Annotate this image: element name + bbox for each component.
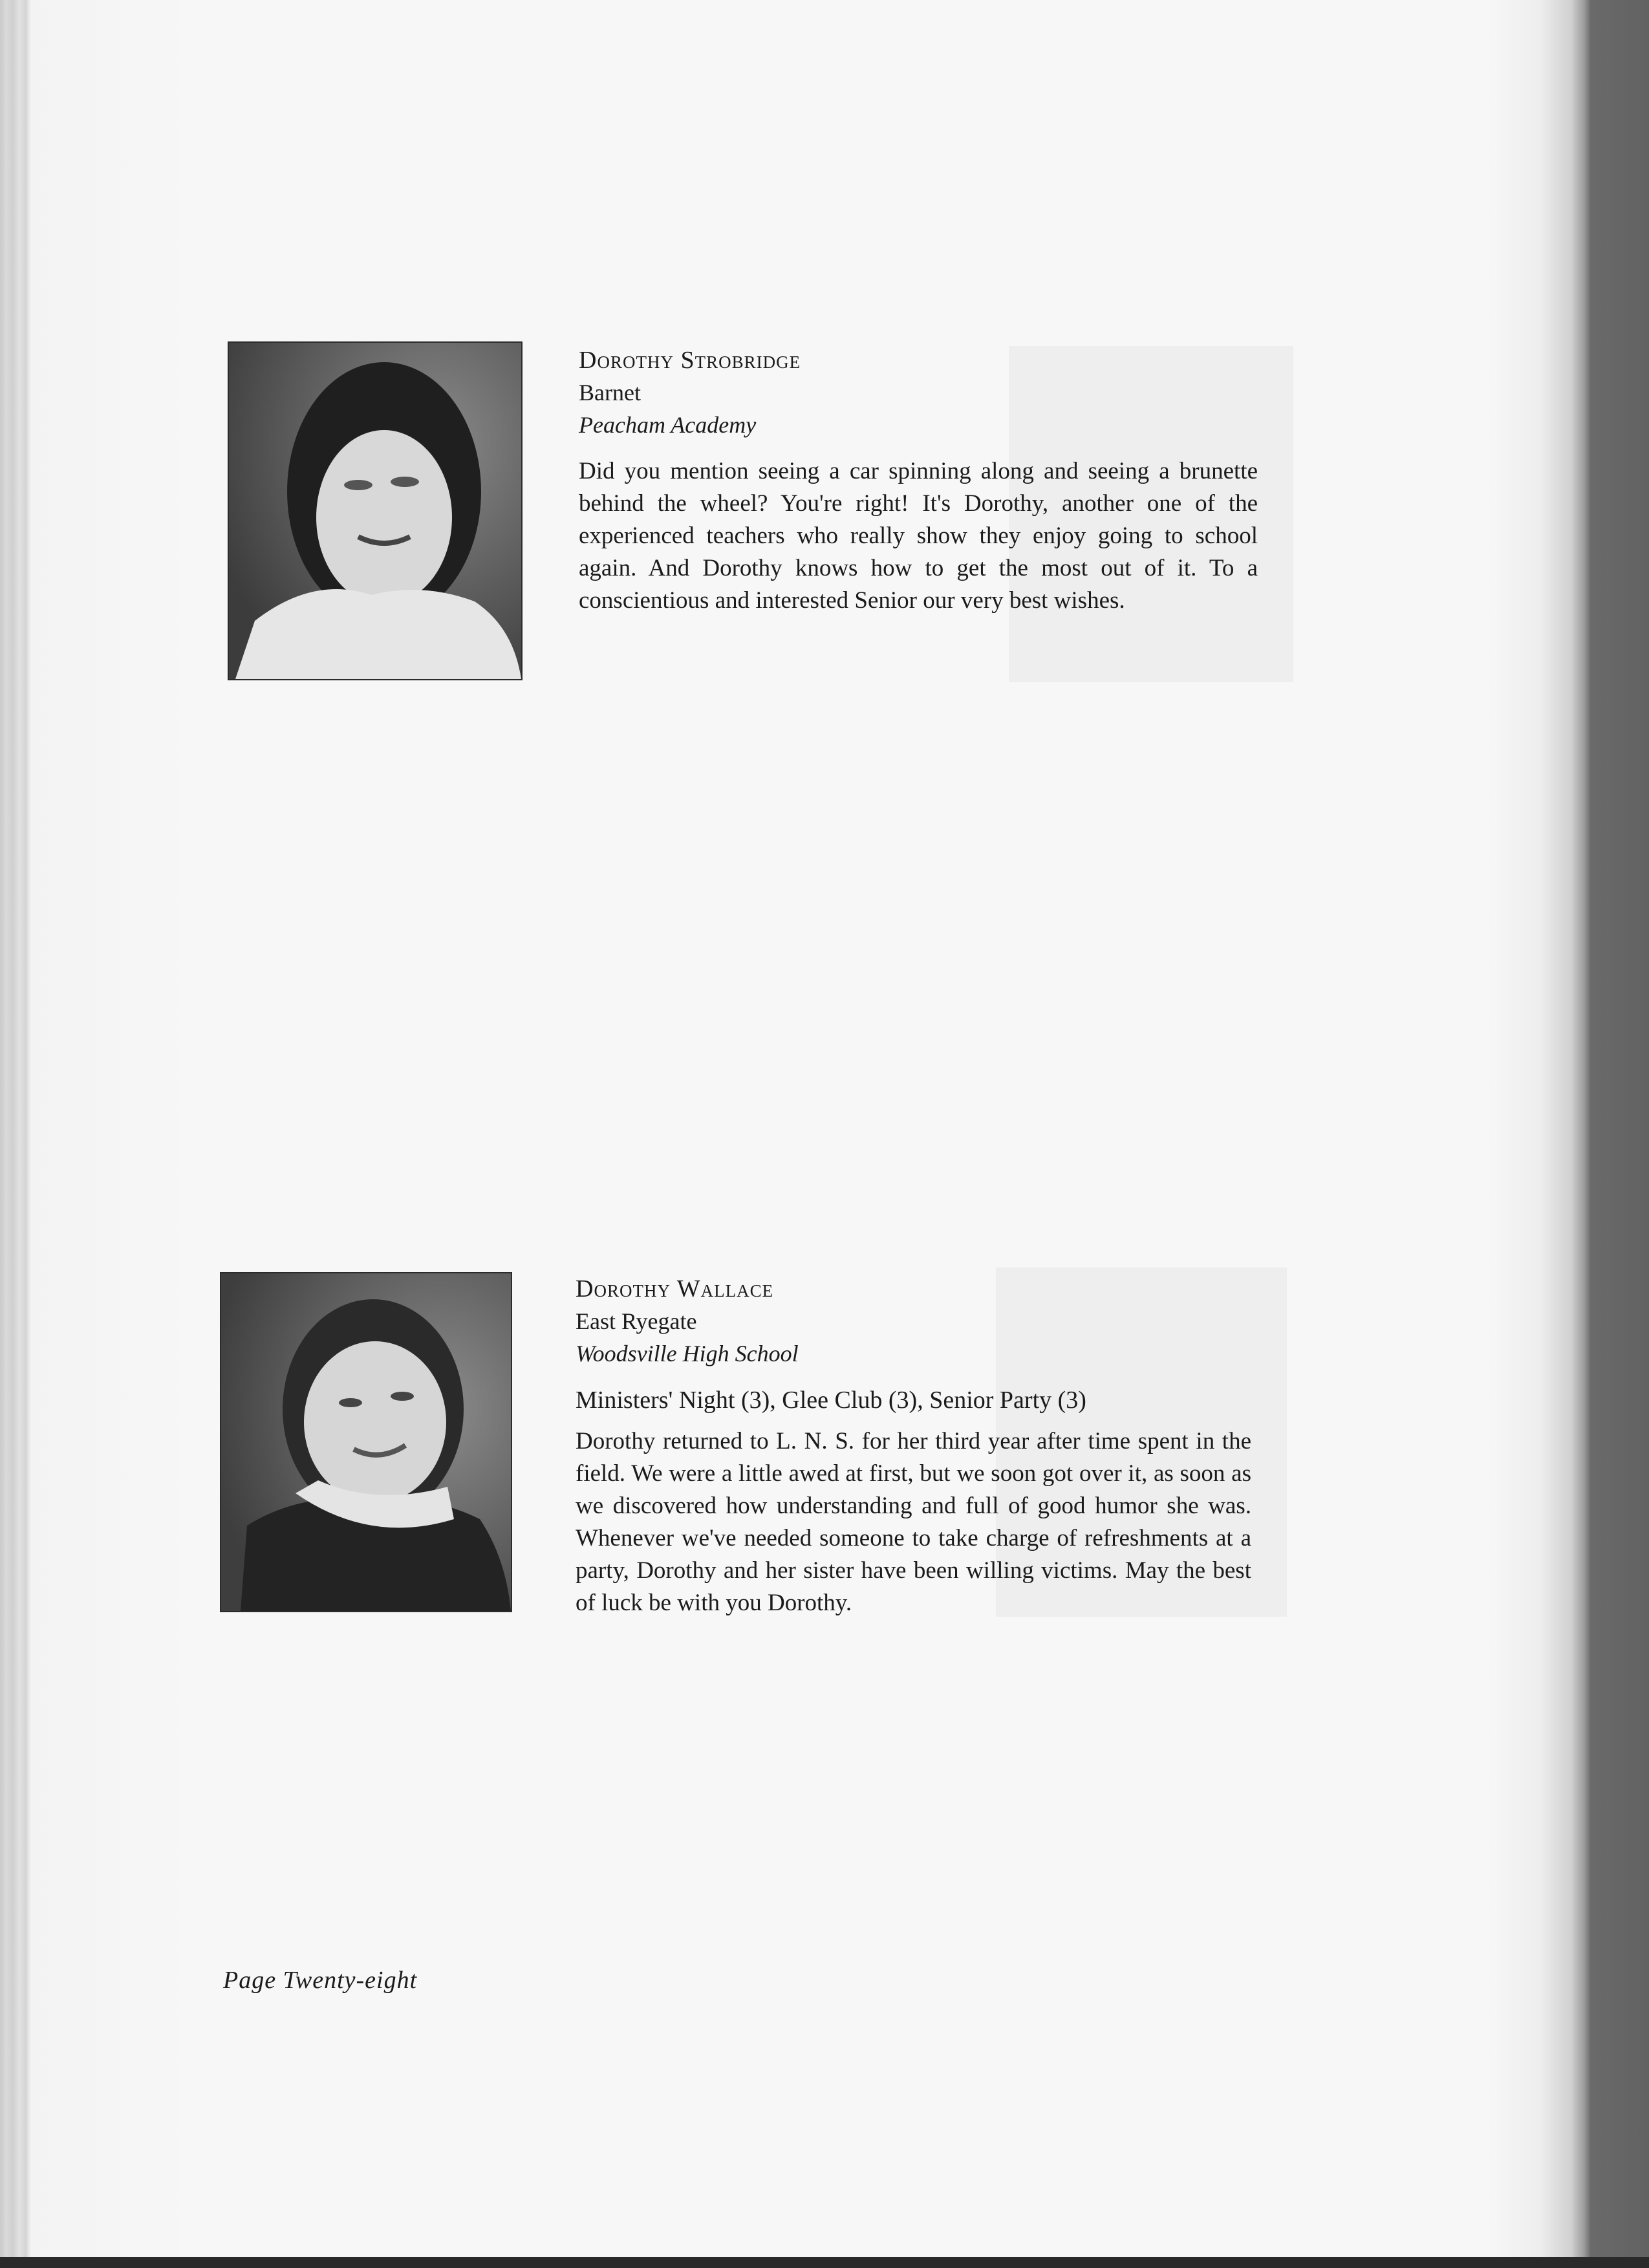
student-bio: Did you mention seeing a car spinning along and seeing a brunette behind the wheel? You're right! It's Dorothy, another one of the experienced teachers who really show they enjoy going to school again. And Dorothy knows how to get the most out of it. To a conscientious and interested Senior our very best wishes.	[579, 458, 1258, 614]
portrait-image	[229, 343, 521, 679]
portrait-photo-strobridge	[228, 341, 523, 680]
student-school: Peacham Academy	[579, 412, 757, 438]
student-name: Dorothy Strobridge	[579, 347, 801, 374]
student-hometown: East Ryegate	[576, 1308, 697, 1334]
entry-text-wallace	[576, 1273, 1251, 1619]
portrait-photo-wallace	[220, 1272, 512, 1612]
student-name: Dorothy Wallace	[576, 1275, 774, 1302]
student-school: Woodsville High School	[576, 1341, 799, 1366]
portrait-image	[221, 1273, 511, 1611]
student-bio: Dorothy returned to L. N. S. for her third year after time spent in the field. We were a little awed at first, but we soon got over it, as soon as we discovered how understanding and full of good humor she was. Whenever we've needed someone to take charge of refreshments at a party, Dorothy and her sister have been willing victims. May the best of luck be with you Dorothy.	[576, 1428, 1251, 1616]
student-hometown: Barnet	[579, 380, 641, 405]
entry-text-strobridge	[579, 344, 1258, 617]
scanner-bed-edge	[0, 2257, 1649, 2268]
student-activities: Ministers' Night (3), Glee Club (3), Senior Party (3)	[576, 1387, 1086, 1414]
page-number: Page Twenty-eight	[223, 1967, 418, 1994]
